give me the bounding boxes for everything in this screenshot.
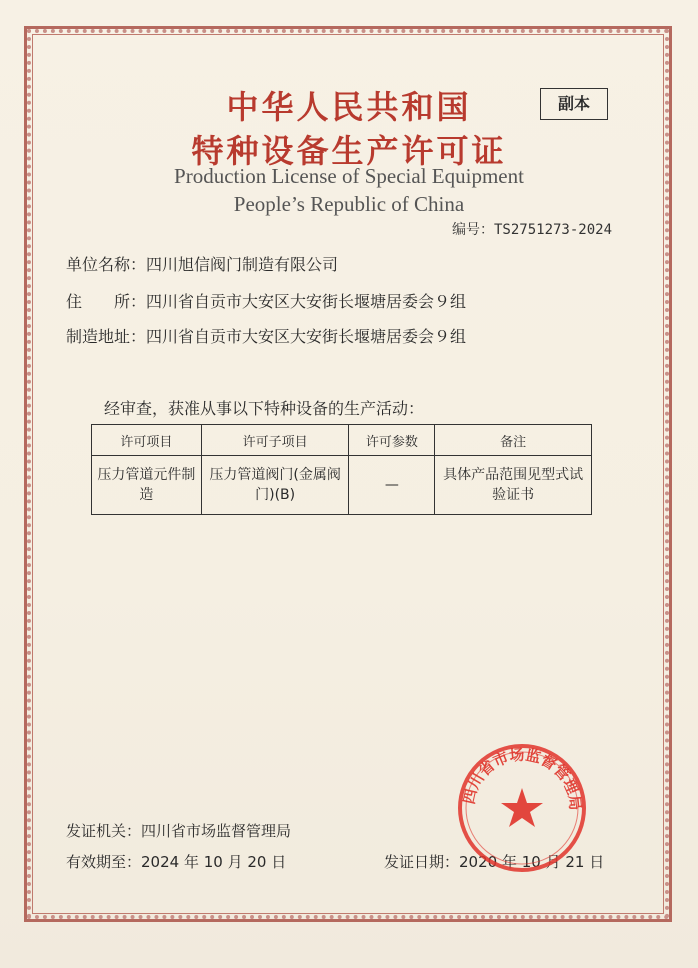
factory-address-label: 制造地址：: [66, 327, 147, 346]
seal-text: 四川省市场监督管理局: [459, 745, 585, 812]
header-permit-item: 许可项目: [92, 425, 202, 456]
official-seal-stamp: [456, 742, 588, 874]
factory-address-value: 四川省自贡市大安区大安街长堰塘居委会９组: [146, 327, 467, 346]
issue-date: 发证日期：2020 年 10 月 21 日: [384, 853, 605, 871]
address-value: 四川省自贡市大安区大安街长堰塘居委会９组: [146, 292, 467, 311]
title-cn-line1: 中华人民共和国: [226, 88, 472, 126]
copy-badge: 副本: [540, 88, 608, 120]
title-en-line2: People’s Republic of China: [233, 192, 465, 216]
cell-permit-subitem: 压力管道阀门(金属阀门)(B): [201, 456, 349, 515]
header-permit-param: 许可参数: [349, 425, 435, 456]
header-permit-subitem: 许可子项目: [201, 425, 349, 456]
header-remarks: 备注: [435, 425, 592, 456]
unit-name-label: 单位名称：: [66, 255, 147, 274]
table-header-row: [92, 425, 592, 456]
cell-permit-item: 压力管道元件制造: [92, 456, 202, 515]
seal-star-icon: [501, 788, 543, 827]
issuing-authority: 发证机关：四川省市场监督管理局: [66, 822, 292, 840]
table-row: [92, 456, 592, 515]
valid-until: 有效期至：2024 年 10 月 20 日: [66, 853, 287, 871]
unit-name-value: 四川旭信阀门制造有限公司: [146, 255, 339, 274]
cell-remarks: 具体产品范围见型式试验证书: [435, 456, 592, 515]
cell-permit-param: —: [349, 456, 435, 515]
intro-text: 经审查，获准从事以下特种设备的生产活动：: [104, 399, 425, 418]
address-field: [66, 289, 466, 312]
title-en-line1: Production License of Special Equipment: [174, 164, 524, 188]
title-cn-line2: 特种设备生产许可证: [191, 132, 507, 170]
unit-name-field: [66, 252, 338, 275]
factory-address-field: [66, 324, 466, 347]
permit-table: [91, 424, 592, 515]
address-label: 住 所：: [66, 292, 147, 311]
serial-number: 编号：TS2751273-2024: [452, 222, 613, 238]
